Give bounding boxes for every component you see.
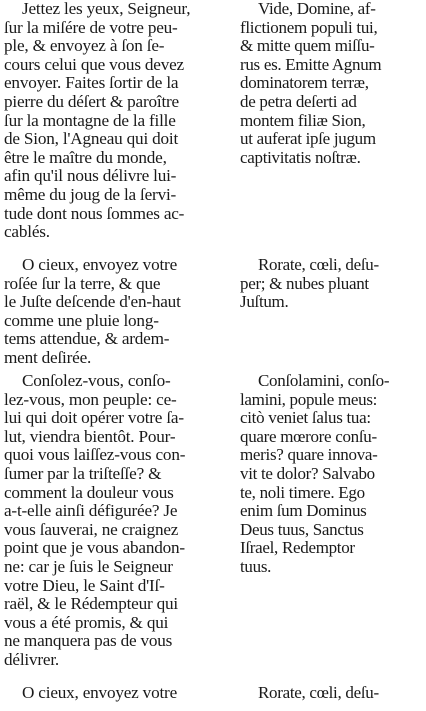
text-line: O cieux, envoyez votre bbox=[22, 255, 177, 274]
text-line: quoi vous laiſſez-vous con- bbox=[4, 445, 186, 465]
text-line: lut, viendra bientôt. Pour- bbox=[4, 426, 176, 446]
latin-paragraph-4 bbox=[240, 684, 424, 703]
text-line: O cieux, envoyez votre bbox=[22, 683, 177, 702]
text-line: flictionem populi tui, bbox=[240, 17, 378, 37]
latin-paragraph-2 bbox=[240, 256, 424, 312]
text-line: ment deſirée. bbox=[4, 347, 92, 367]
french-paragraph-3 bbox=[4, 372, 232, 670]
text-line: Juſtum. bbox=[240, 292, 289, 312]
text-line: Rorate, cœli, deſu- bbox=[258, 255, 379, 274]
text-line: même du joug de la ſervi- bbox=[4, 184, 177, 204]
text-line: ne: car je ſuis le Seigneur bbox=[4, 556, 173, 576]
text-line: a-t-elle ainſi défigurée? Je bbox=[4, 501, 178, 521]
text-line: comment la douleur vous bbox=[4, 482, 174, 502]
text-line: cours celui que vous devez bbox=[4, 54, 184, 74]
text-line: Iſrael, Redemptor bbox=[240, 538, 355, 558]
text-line: captivitatis noſtræ. bbox=[240, 147, 361, 167]
text-line: Vide, Domine, af- bbox=[258, 0, 376, 18]
text-line: vous ſauverai, ne craignez bbox=[4, 519, 179, 539]
text-line: ſur la miſére de votre peu- bbox=[4, 17, 178, 37]
text-line: cablés. bbox=[4, 222, 50, 242]
text-line: per; & nubes pluant bbox=[240, 273, 369, 293]
text-line: ple, & envoyez à ſon ſe- bbox=[4, 36, 165, 56]
text-line: point que je vous abandon- bbox=[4, 538, 185, 558]
text-line: & mitte quem miſſu- bbox=[240, 36, 375, 56]
text-line: Conſolez-vous, conſo- bbox=[22, 371, 171, 390]
text-line: lez-vous, mon peuple: ce- bbox=[4, 389, 177, 409]
text-line: Conſolamini, conſo- bbox=[258, 371, 390, 390]
text-line: quare mœrore conſu- bbox=[240, 426, 377, 446]
text-line: enim ſum Dominus bbox=[240, 501, 367, 521]
text-line: de Sion, l'Agneau qui doit bbox=[4, 129, 179, 149]
text-line: Deus tuus, Sanctus bbox=[240, 519, 364, 539]
text-line: ut auferat ipſe jugum bbox=[240, 129, 376, 149]
latin-paragraph-1 bbox=[240, 0, 424, 167]
text-line: ne manquera pas de vous bbox=[4, 631, 173, 651]
text-line: Rorate, cœli, deſu- bbox=[258, 683, 379, 702]
text-line: envoyer. Faites ſortir de la bbox=[4, 73, 179, 93]
text-line: pierre du déſert & paroître bbox=[4, 91, 179, 111]
french-paragraph-4 bbox=[4, 684, 232, 703]
text-line: être le maître du monde, bbox=[4, 147, 167, 167]
text-line: dominatorem terræ, bbox=[240, 73, 369, 93]
text-line: votre Dieu, le Saint d'Iſ- bbox=[4, 575, 165, 595]
text-line: meris? quare innova- bbox=[240, 445, 378, 465]
text-line: ſur la montagne de la fille bbox=[4, 110, 176, 130]
text-line: raël, & le Rédempteur qui bbox=[4, 594, 178, 614]
text-line: comme une pluie long- bbox=[4, 310, 159, 330]
text-line: délivrer. bbox=[4, 649, 59, 669]
text-line: tuus. bbox=[240, 556, 272, 576]
text-line: vit te dolor? Salvabo bbox=[240, 463, 375, 483]
text-line: roſée ſur la terre, & que bbox=[4, 273, 161, 293]
text-line: lamini, popule meus: bbox=[240, 389, 378, 409]
text-line: tems attendue, & ardem- bbox=[4, 329, 170, 349]
text-line: ſumer par la triſteſſe? & bbox=[4, 463, 162, 483]
text-line: vous a été promis, & qui bbox=[4, 612, 169, 632]
french-paragraph-2 bbox=[4, 256, 232, 368]
french-paragraph-1 bbox=[4, 0, 232, 242]
latin-paragraph-3 bbox=[240, 372, 424, 577]
text-line: Jettez les yeux, Seigneur, bbox=[22, 0, 191, 18]
text-line: lui qui doit opérer votre ſa- bbox=[4, 408, 184, 428]
text-line: de petra deſerti ad bbox=[240, 91, 357, 111]
text-line: tude dont nous ſommes ac- bbox=[4, 203, 185, 223]
text-line: te, noli timere. Ego bbox=[240, 482, 365, 502]
text-line: afin qu'il nous délivre lui- bbox=[4, 166, 177, 186]
text-line: montem filiæ Sion, bbox=[240, 110, 366, 130]
text-line: le Juſte deſcende d'en-haut bbox=[4, 292, 181, 312]
text-line: rus es. Emitte Agnum bbox=[240, 54, 382, 74]
text-line: citò veniet ſalus tua: bbox=[240, 408, 371, 428]
